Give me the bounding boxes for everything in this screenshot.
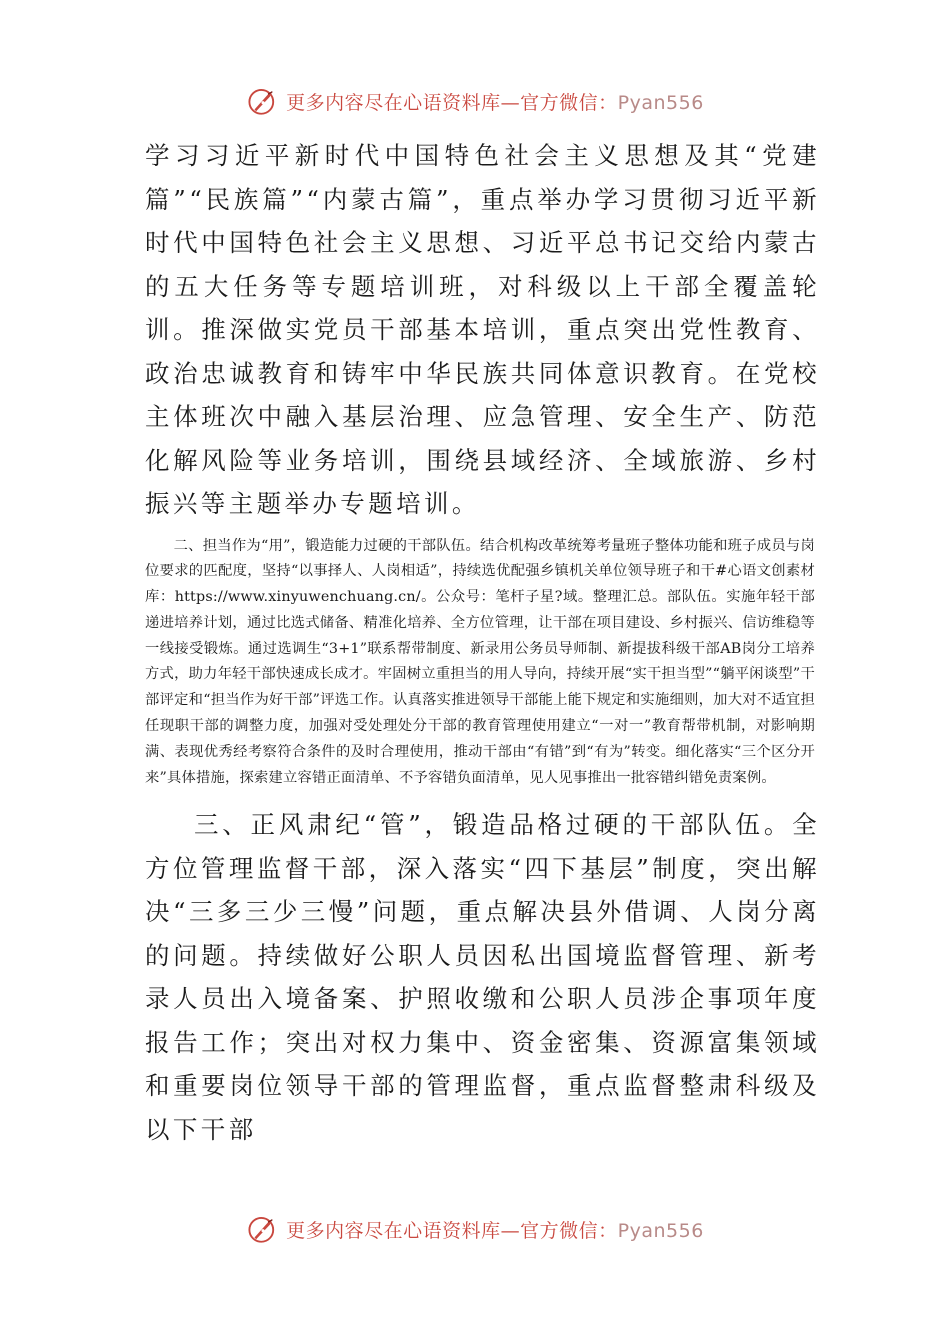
paragraph-section-three: 三、正风肃纪“管”，锻造品格过硬的干部队伍。全方位管理监督干部，深入落实“四下基层”制度，突出解决“三多三少三慢”问题，重点解决县外借调、人岗分离的问题。持续做好公职人员因私出国境监督管理、新考录人员出入境备案、护照收缴和公职人员涉企事项年度报告工作；突出对权力集中、资金密集、资源富集领域和重要岗位领导干部的管理监督，重点监督整肃科级及以下干部 [145,810,820,1144]
header-banner-label: 更多内容尽在心语资料库—官方微信： [286,91,618,114]
footer-banner-text [286,1216,704,1243]
header-wechat-id: Pyan556 [617,91,704,114]
header-banner [0,84,950,118]
header-banner-text [286,88,704,115]
footer-banner-label: 更多内容尽在心语资料库—官方微信： [286,1219,618,1242]
paragraph-continuation: 学习习近平新时代中国特色社会主义思想及其“党建篇”“民族篇”“内蒙古篇”，重点举办学习贯彻习近平新时代中国特色社会主义思想、习近平总书记交给内蒙古的五大任务等专题培训班，对科级以上干部全覆盖轮训。推深做实党员干部基本培训，重点突出党性教育、政治忠诚教育和铸牢中华民族共同体意识教育。在党校主体班次中融入基层治理、应急管理、安全生产、防范化解风险等业务培训，围绕县域经济、全域旅游、乡村振兴等主题举办专题培训。 [145,141,820,518]
document-body [145,134,820,1151]
fountain-pen-circle-icon [246,84,280,118]
paragraph-section-two: 二、担当作为“用”，锻造能力过硬的干部队伍。结合机构改革统筹考量班子整体功能和班子成员与岗位要求的匹配度，坚持“以事择人、人岗相适”，持续选优配强乡镇机关单位领导班子和干#心语文创素材库：https://www.xinyuwenchuang.cn/。公众号：笔杆子星?域。整理汇总。部队伍。实施年轻干部递进培养计划，通过比选式储备、精准化培养、全方位管理，让干部在项目建设、乡村振兴、信访维稳等一线接受锻炼。通过选调生“3+1”联系帮带制度、新录用公务员导师制、新提拔科级干部AB岗分工培养方式，助力年轻干部快速成长成才。牢固树立重担当的用人导向，持续开展“实干担当型”“躺平闲谈型”干部评定和“担当作为好干部”评选工作。认真落实推进领导干部能上能下规定和实施细则，加大对不适宜担任现职干部的调整力度，加强对受处理处分干部的教育管理使用建立“一对一”教育帮带机制，对影响期满、表现优秀经考察符合条件的及时合理使用，推动干部由“有错”到“有为”转变。细化落实“三个区分开来”具体措施，探索建立容错正面清单、不予容错负面清单，见人见事推出一批容错纠错免责案例。 [145,537,815,786]
fountain-pen-circle-icon [246,1212,280,1246]
header-banner-inner [246,84,704,118]
footer-banner-inner [246,1212,704,1246]
footer-wechat-id: Pyan556 [617,1219,704,1242]
footer-banner [0,1212,950,1246]
